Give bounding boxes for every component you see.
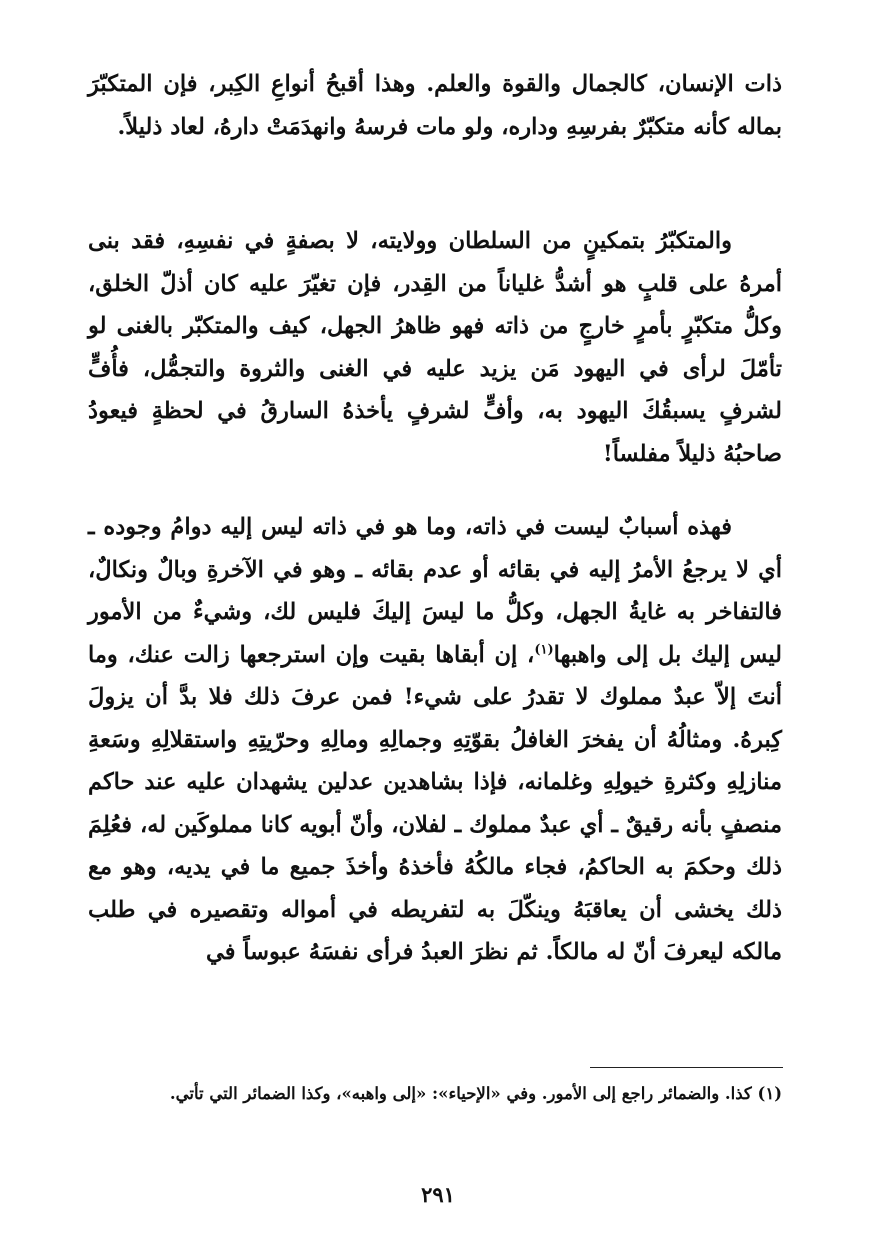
paragraph-3-rest: ، إن أبقاها بقيت وإن استرجعها زالت عنك، وما أنتَ إلاّ عبدٌ مملوك لا تقدرُ على شيء! فمن عرفَ ذلك فلا بدَّ أن يزولَ كِبرهُ. ومثالُهُ أن يفخرَ الغافلُ بقوّتِهِ وجمالِهِ ومالِهِ وحرّيتِهِ واستقلالِهِ وسَعةِ منازلِهِ وكثرةِ خيولِهِ وغلمانه، فإذا بشاهدين عدلين يشهدان عليه عند حاكم منصفٍ بأنه رقيقٌ ـ أي عبدٌ مملوك ـ لفلان، وأنّ أبويه كانا مملوكَين له، فعُلِمَ ذلك وحكمَ به الحاكمُ، فجاء مالكُهُ فأخذهُ وأخذَ جميع ما في يديه، وهو مع ذلك يخشى أن يعاقبَهُ وينكّلَ به لتفريطه في أمواله وتقصيره في طلب مالكه ليعرفَ أنّ له مالكاً. ثم نظرَ العبدُ فرأى نفسَهُ عبوساً في [88,641,782,965]
page-number: ٢٩١ [421,1182,455,1207]
paragraph-3 [88,506,782,974]
paragraph-2: والمتكبّرُ بتمكينٍ من السلطان وولايته، لا بصفةٍ في نفسِهِ، فقد بنى أمرهُ على قلبٍ هو أشدُّ غلياناً من القِدر، فإن تغيّرَ عليه كان أذلّ الخلق، وكلُّ متكبّرٍ بأمرٍ خارجٍ من ذاته فهو ظاهرُ الجهل، كيف والمتكبّر بالغنى لو تأمّلَ لرأى في اليهود مَن يزيد عليه في الغنى والثروة والتجمُّل، فأُفٍّ لشرفٍ يسبقُكَ اليهود به، وأفٍّ لشرفٍ يأخذهُ السارقُ في لحظةٍ فيعودُ صاحبُهُ ذليلاً مفلساً! [88,228,782,467]
footnote-reference: (١) [534,642,554,657]
paragraph-1: ذات الإنسان، كالجمال والقوة والعلم. وهذا أقبحُ أنواعِ الكِبر، فإن المتكبّرَ بماله كأنه متكبّرٌ بفرسِهِ وداره، ولو مات فرسهُ وانهدَمَتْ دارهُ، لعاد ذليلاً. [88,71,782,140]
paragraph-3-start: فهذه أسبابٌ ليست في ذاته، وما هو في ذاته ليس إليه دوامُ وجوده ـ أي لا يرجعُ الأمرُ إليه في بقائه أو عدم بقائه ـ وهو في الآخرةِ وبالٌ ونكالٌ، فالتفاخر به غايةُ الجهل، وكلُّ ما ليسَ إليكَ فليس لك، وشيءٌ من الأمور ليس إليك بل إلى واهبها [88,514,783,668]
footnote: (١) كذا. والضمائر راجع إلى الأمور. وفي «الإحياء»: «إلى واهبه»، وكذا الضمائر التي تأتي. [169,1084,782,1103]
footnote-separator [590,1067,783,1068]
